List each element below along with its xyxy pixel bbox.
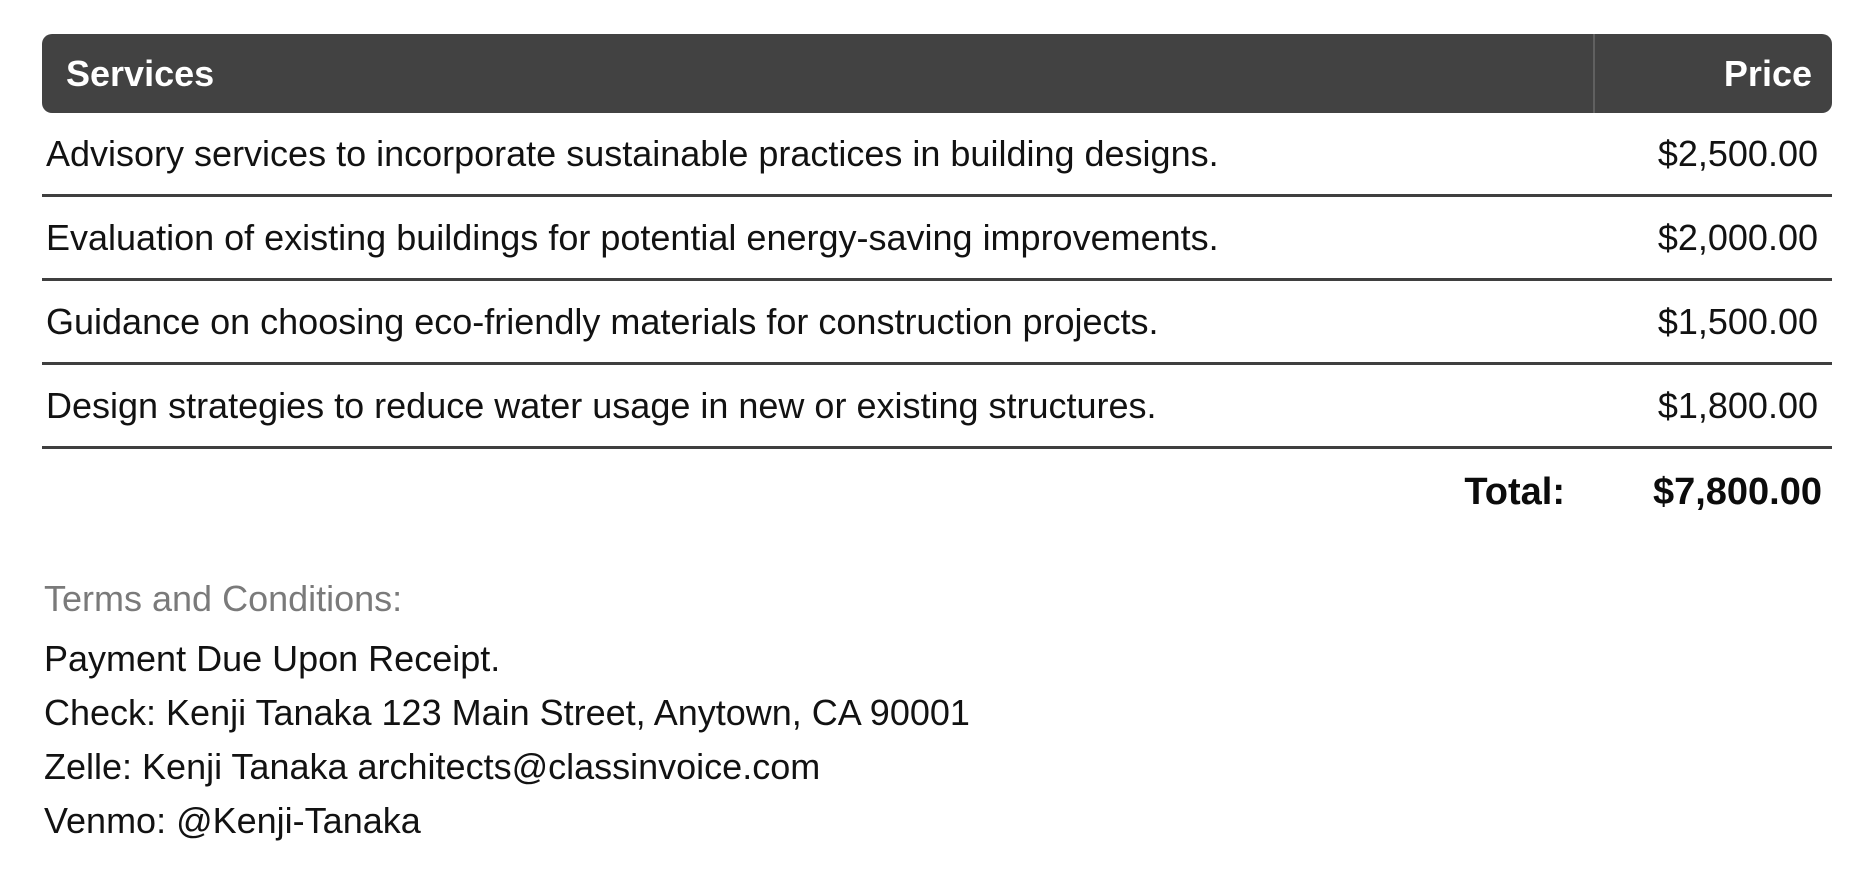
total-label: Total: [1464, 470, 1565, 513]
table-row [42, 365, 1832, 449]
table-row [42, 281, 1832, 365]
service-description: Advisory services to incorporate sustainable practices in building designs. [46, 132, 1219, 174]
service-description: Design strategies to reduce water usage in new or existing structures. [46, 384, 1157, 426]
service-price: $2,500.00 [1657, 132, 1818, 174]
service-description: Evaluation of existing buildings for potential energy-saving improvements. [46, 216, 1219, 258]
column-header-price: Price [1593, 34, 1832, 113]
service-price: $1,800.00 [1657, 384, 1818, 426]
service-price: $2,000.00 [1657, 216, 1818, 258]
terms-line-payment: Payment Due Upon Receipt. [44, 638, 501, 679]
service-description: Guidance on choosing eco-friendly materials for construction projects. [46, 300, 1159, 342]
total-value: $7,800.00 [1652, 470, 1822, 513]
terms-section [44, 572, 970, 848]
service-price: $1,500.00 [1657, 300, 1818, 342]
table-row [42, 197, 1832, 281]
terms-line-check: Check: Kenji Tanaka 123 Main Street, Anytown, CA 90001 [44, 692, 970, 733]
terms-line-venmo: Venmo: @Kenji-Tanaka [44, 800, 421, 841]
column-header-services: Services [66, 52, 215, 94]
table-header-row [42, 34, 1832, 113]
services-table [42, 34, 1832, 535]
total-row [42, 449, 1832, 535]
table-row [42, 113, 1832, 197]
terms-heading: Terms and Conditions: [44, 578, 403, 619]
terms-line-zelle: Zelle: Kenji Tanaka architects@classinvoice.com [44, 746, 821, 787]
